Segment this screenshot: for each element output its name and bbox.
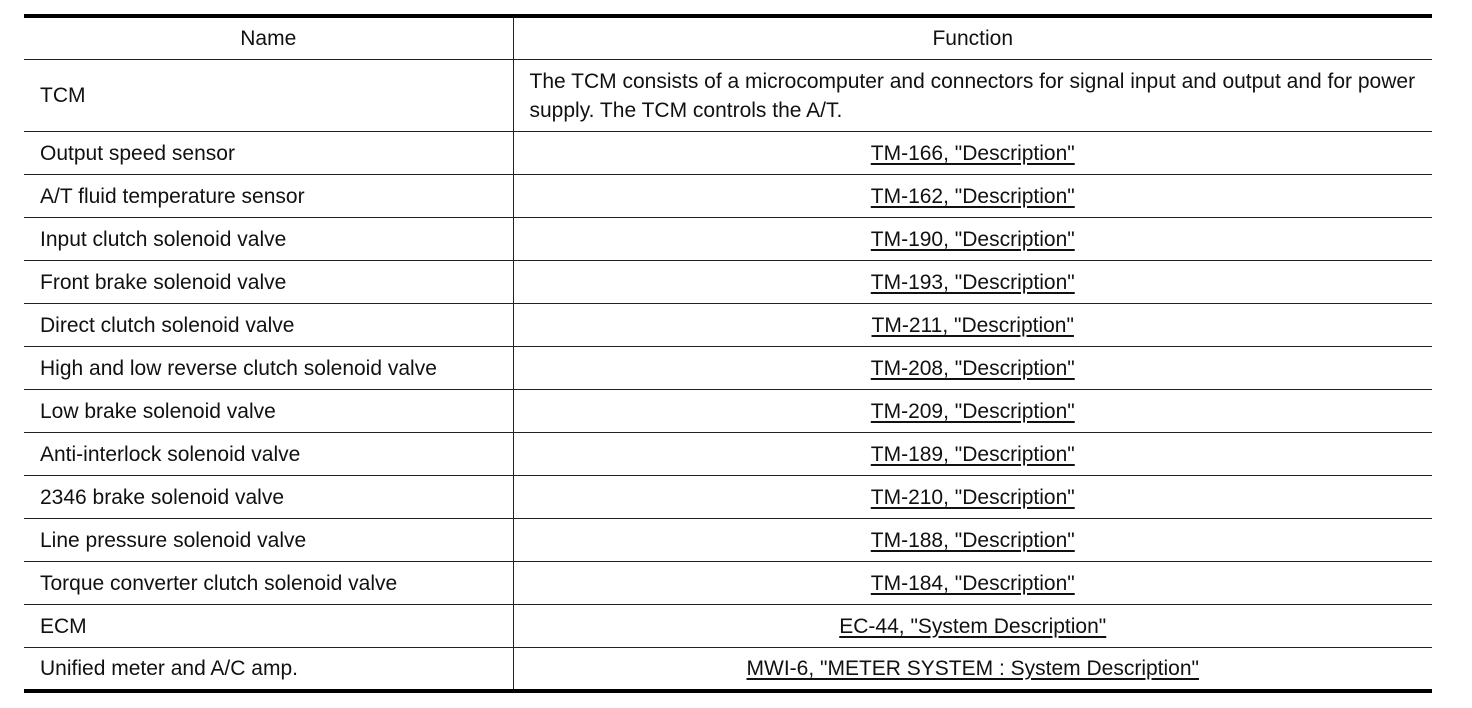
- reference-link[interactable]: TM-184, "Description": [870, 571, 1075, 595]
- reference-link[interactable]: TM-188, "Description": [870, 528, 1075, 552]
- table-row: [24, 132, 1432, 175]
- component-function-table: [24, 14, 1432, 693]
- component-name-cell: Line pressure solenoid valve: [24, 519, 513, 562]
- table-row: [24, 519, 1432, 562]
- component-name-cell: Direct clutch solenoid valve: [24, 304, 513, 347]
- function-description: The TCM consists of a microcomputer and connectors for signal input and output and for power supply. The TCM controls the A/T.: [513, 60, 1432, 132]
- component-name-cell: Front brake solenoid valve: [24, 261, 513, 304]
- reference-link[interactable]: TM-162, "Description": [870, 184, 1075, 208]
- table-row: [24, 175, 1432, 218]
- component-name-cell: High and low reverse clutch solenoid valve: [24, 347, 513, 390]
- reference-link[interactable]: TM-210, "Description": [870, 485, 1075, 509]
- table-row: [24, 648, 1432, 691]
- component-name-cell: A/T fluid temperature sensor: [24, 175, 513, 218]
- table-row: [24, 60, 1432, 132]
- table-header-row: [24, 16, 1432, 60]
- table-row: [24, 261, 1432, 304]
- component-name-cell: Low brake solenoid valve: [24, 390, 513, 433]
- component-name-cell: 2346 brake solenoid valve: [24, 476, 513, 519]
- table-row: [24, 390, 1432, 433]
- function-cell: [513, 476, 1432, 519]
- table-row: [24, 605, 1432, 648]
- component-name-cell: ECM: [24, 605, 513, 648]
- reference-link[interactable]: TM-190, "Description": [870, 227, 1075, 251]
- reference-link[interactable]: TM-166, "Description": [870, 141, 1075, 165]
- reference-link[interactable]: TM-193, "Description": [870, 270, 1075, 294]
- function-cell: [513, 261, 1432, 304]
- table-row: [24, 347, 1432, 390]
- table-row: [24, 562, 1432, 605]
- reference-link[interactable]: TM-208, "Description": [870, 356, 1075, 380]
- table-body: [24, 60, 1432, 691]
- function-cell: [513, 218, 1432, 261]
- component-name-cell: Anti-interlock solenoid valve: [24, 433, 513, 476]
- function-cell: [513, 304, 1432, 347]
- function-cell: [513, 347, 1432, 390]
- function-cell: [513, 390, 1432, 433]
- function-cell: [513, 562, 1432, 605]
- component-name-cell: Torque converter clutch solenoid valve: [24, 562, 513, 605]
- component-name-cell: TCM: [24, 60, 513, 132]
- column-header-name: Name: [24, 16, 513, 60]
- function-cell: [513, 605, 1432, 648]
- table-row: [24, 218, 1432, 261]
- table-row: [24, 433, 1432, 476]
- function-cell: [513, 519, 1432, 562]
- reference-link[interactable]: TM-211, "Description": [871, 313, 1074, 337]
- reference-link[interactable]: EC-44, "System Description": [839, 614, 1107, 638]
- table-row: [24, 476, 1432, 519]
- reference-link[interactable]: TM-189, "Description": [870, 442, 1075, 466]
- function-cell: [513, 433, 1432, 476]
- function-cell: [513, 648, 1432, 691]
- component-name-cell: Unified meter and A/C amp.: [24, 648, 513, 691]
- reference-link[interactable]: TM-209, "Description": [870, 399, 1075, 423]
- table-row: [24, 304, 1432, 347]
- function-cell: [513, 132, 1432, 175]
- component-name-cell: Output speed sensor: [24, 132, 513, 175]
- reference-link[interactable]: MWI-6, "METER SYSTEM : System Description": [746, 656, 1199, 680]
- function-cell: [513, 175, 1432, 218]
- component-name-cell: Input clutch solenoid valve: [24, 218, 513, 261]
- column-header-function: Function: [513, 16, 1432, 60]
